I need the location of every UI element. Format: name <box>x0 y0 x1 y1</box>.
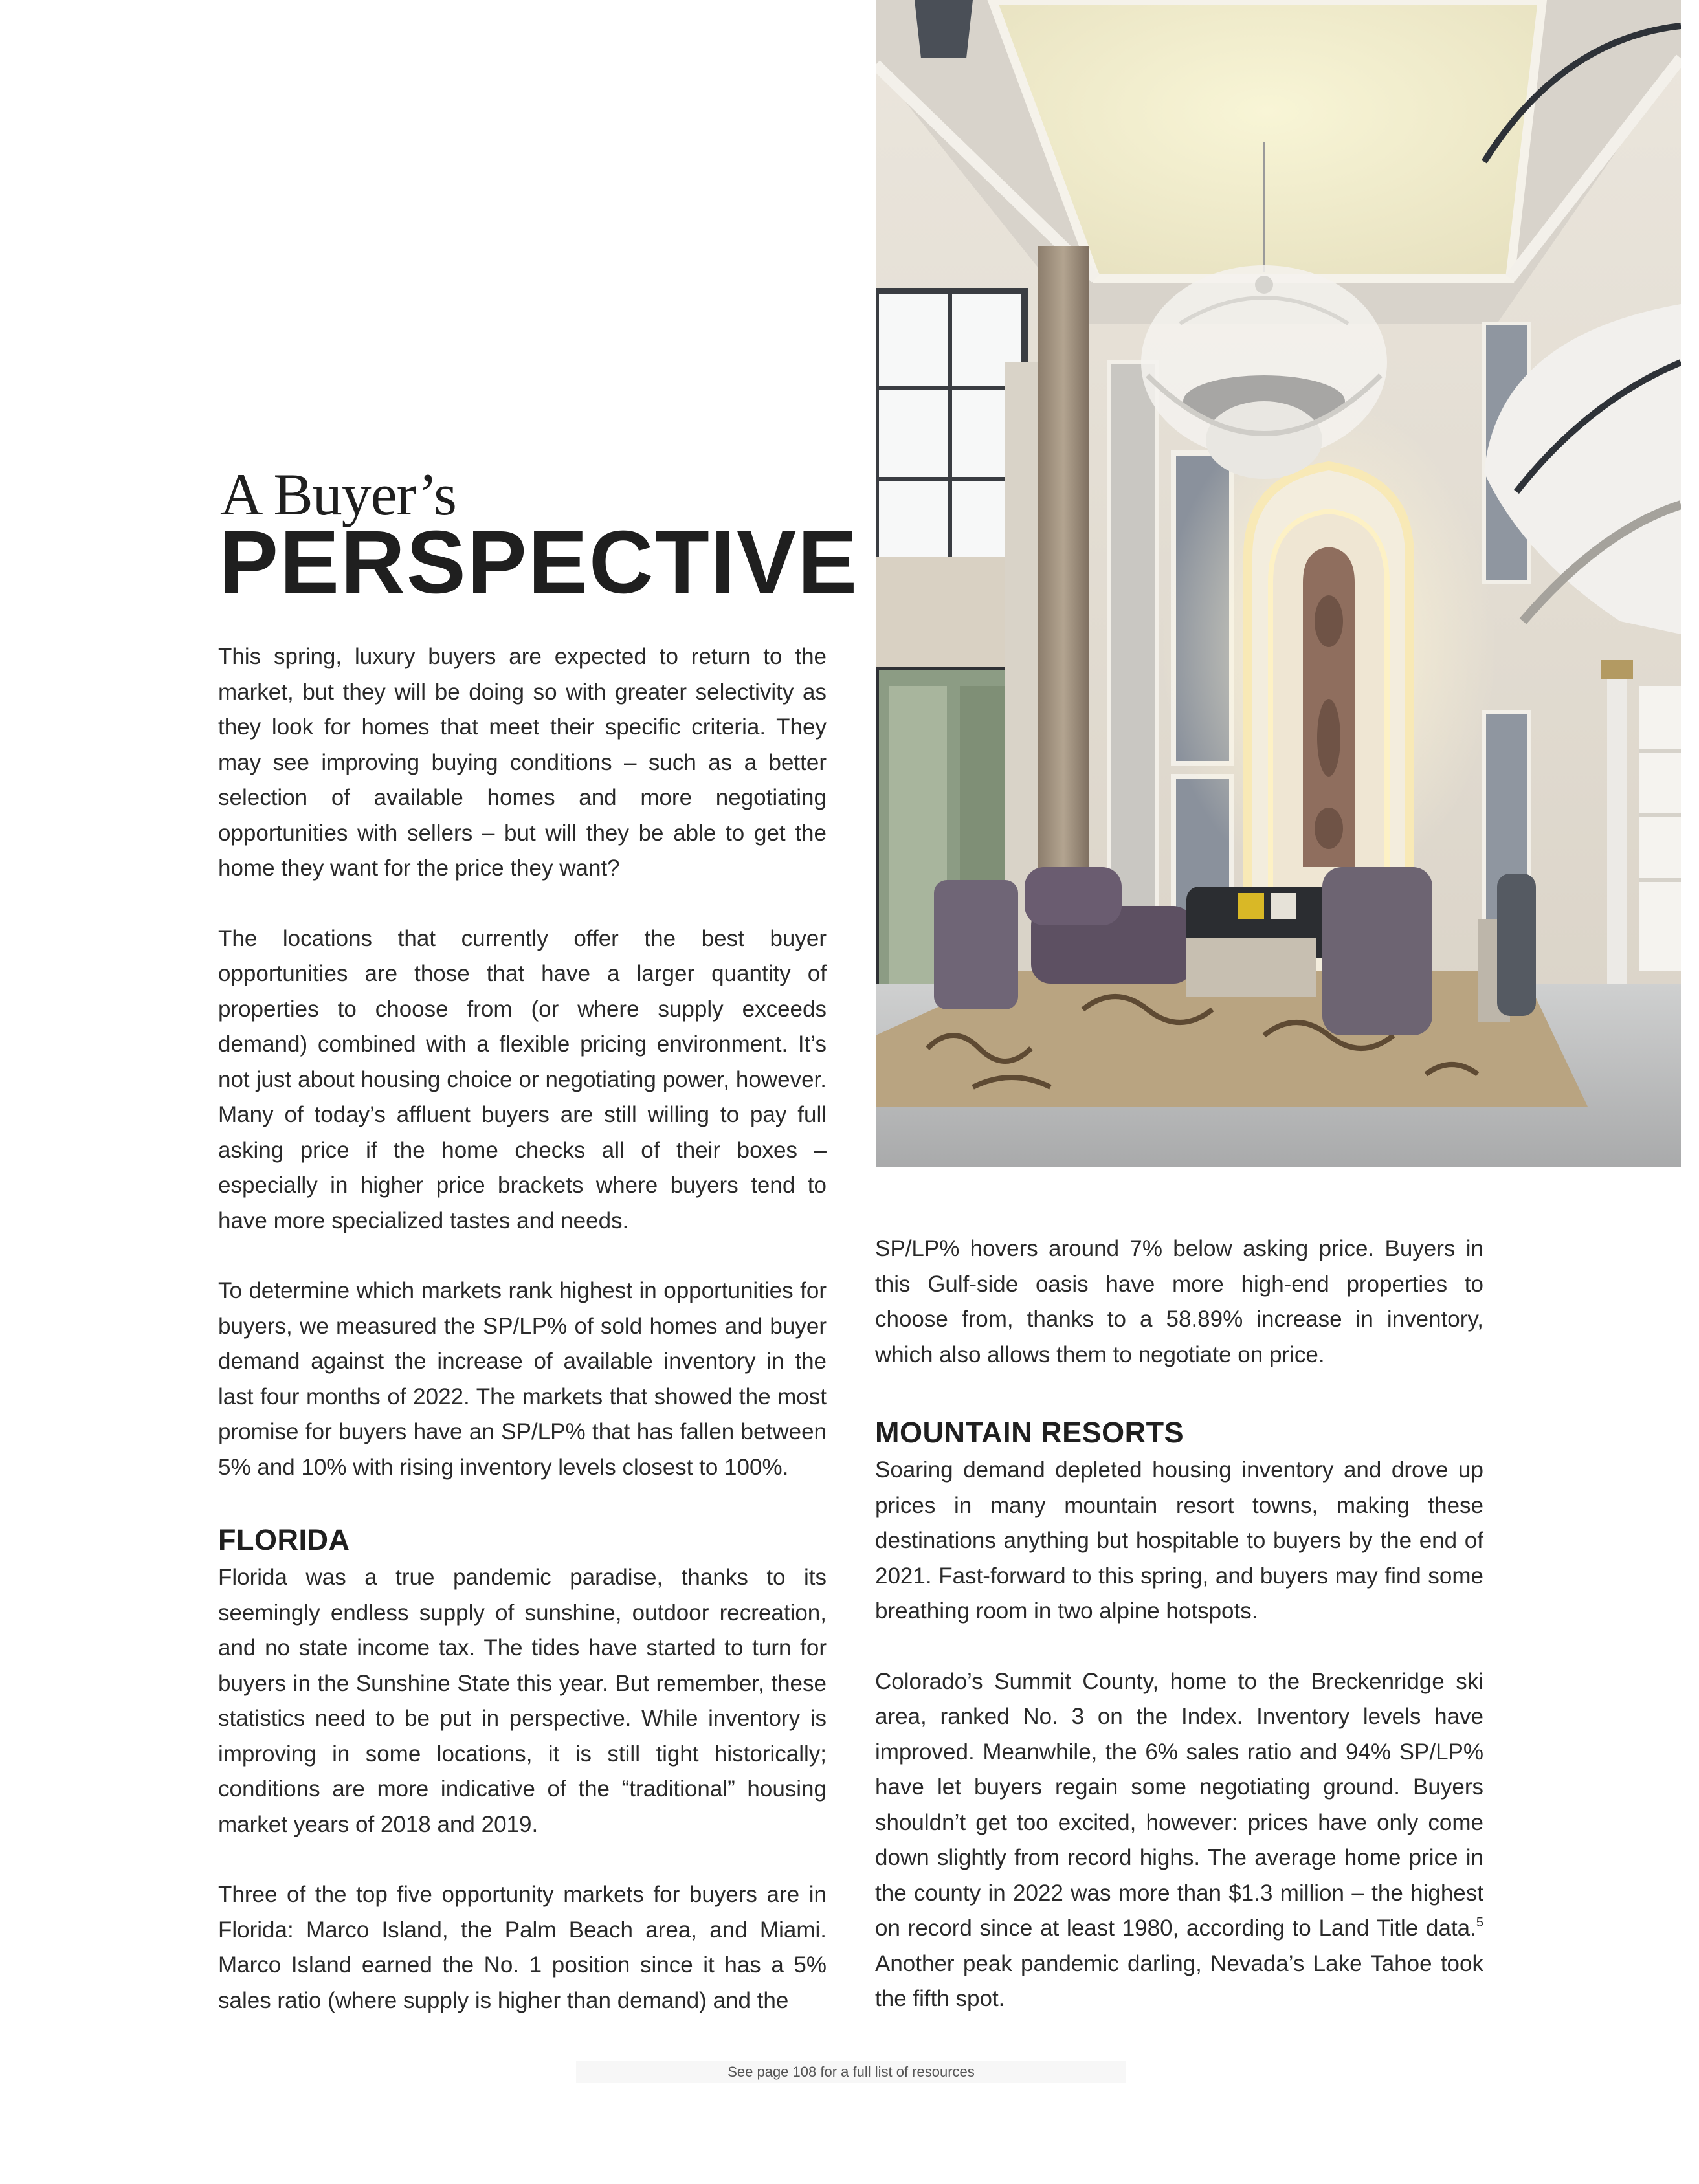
intro-paragraph: This spring, luxury buyers are expected to return to the market, but they will be doing so with greater selectivity as they look for homes that meet their specific criteria. They may see improving buying conditions – such as a better selection of available homes and more negotiating opportunities with sellers – but will they be able to get the home they want for the price they want? <box>218 644 827 881</box>
right-column <box>875 1231 1483 2052</box>
resources-footnote: See page 108 for a full list of resources <box>576 2061 1126 2083</box>
armchair-right <box>1322 867 1432 1035</box>
lake-tahoe-text: Another peak pandemic darling, Nevada’s Lake Tahoe took the fifth spot. <box>875 1950 1483 2011</box>
left-column <box>218 639 827 2053</box>
florida-paragraph: Florida was a true pandemic paradise, thanks to its seemingly endless supply of sunshine, outdoor recreation, and no state income tax. The tides have started to turn for buyers in the Sunshine State this year. But remember, these statistics need to be put in perspective. While inventory is improving in some locations, it is still tight historically; conditions are more indicative of the “traditional” housing market years of 2018 and 2019. <box>218 1565 827 1837</box>
page-title: PERSPECTIVE <box>219 513 859 612</box>
marco-island-paragraph: SP/LP% hovers around 7% below asking price. Buyers in this Gulf-side oasis have more high-end properties to choose from, thanks to a 58.89% increase in inventory, which also allows them to negotiate on price. <box>875 1236 1483 1367</box>
living-room-photo <box>876 0 1681 1167</box>
mountain-paragraph: Soaring demand depleted housing inventory and drove up prices in many mountain resort towns, making these destinations anything but hospitable to buyers by the end of 2021. Fast-forward to this spring, and buyers may find some breathing room in two alpine hotspots. <box>875 1457 1483 1624</box>
mountain-resorts-heading: MOUNTAIN RESORTS <box>875 1416 1184 1449</box>
locations-paragraph: The locations that currently offer the best buyer opportunities are those that have a larger quantity of properties to choose from (or where supply exceeds demand) combined with a flexible pricing environment. It’s not just about housing choice or negotiating power, however. Many of today’s affluent buyers are still willing to pay full asking price if the home checks all of their boxes – especially in higher price brackets where buyers tend to have more specialized tastes and needs. <box>218 925 827 1233</box>
top-markets-paragraph: Three of the top five opportunity markets for buyers are in Florida: Marco Island, the Palm Beach area, and Miami. Marco Island earned the No. 1 position since it has a 5% sales ratio (where supply is higher than demand) and the <box>218 1882 827 2013</box>
coffee-table <box>1186 938 1316 997</box>
title-script: A Buyer’s <box>220 461 456 527</box>
summit-county-text: Colorado’s Summit County, home to the Breckenridge ski area, ranked No. 3 on the Index. Inventory levels have improved. Meanwhile, the 6% sales ratio and 94% SP/LP% have let buyers regain some negotiating ground. Buyers shouldn’t get too excited, however: prices have only come down slightly from record highs. The average home price in the county in 2022 was more than $1.3 million – the highest on record since at least 1980, according to Land Title data. <box>875 1668 1483 1941</box>
method-paragraph: To determine which markets rank highest in opportunities for buyers, we measured the SP/LP% of sold homes and buyer demand against the increase of available inventory in the last four months of 2022. The markets that showed the most promise for buyers have an SP/LP% that has fallen between 5% and 10% with rising inventory levels closest to 100%. <box>218 1278 827 1480</box>
summit-county-paragraph <box>875 1664 1483 2017</box>
armchair-left <box>934 880 1018 1009</box>
footnote-marker: 5 <box>1476 1915 1483 1930</box>
florida-heading: FLORIDA <box>218 1523 350 1556</box>
